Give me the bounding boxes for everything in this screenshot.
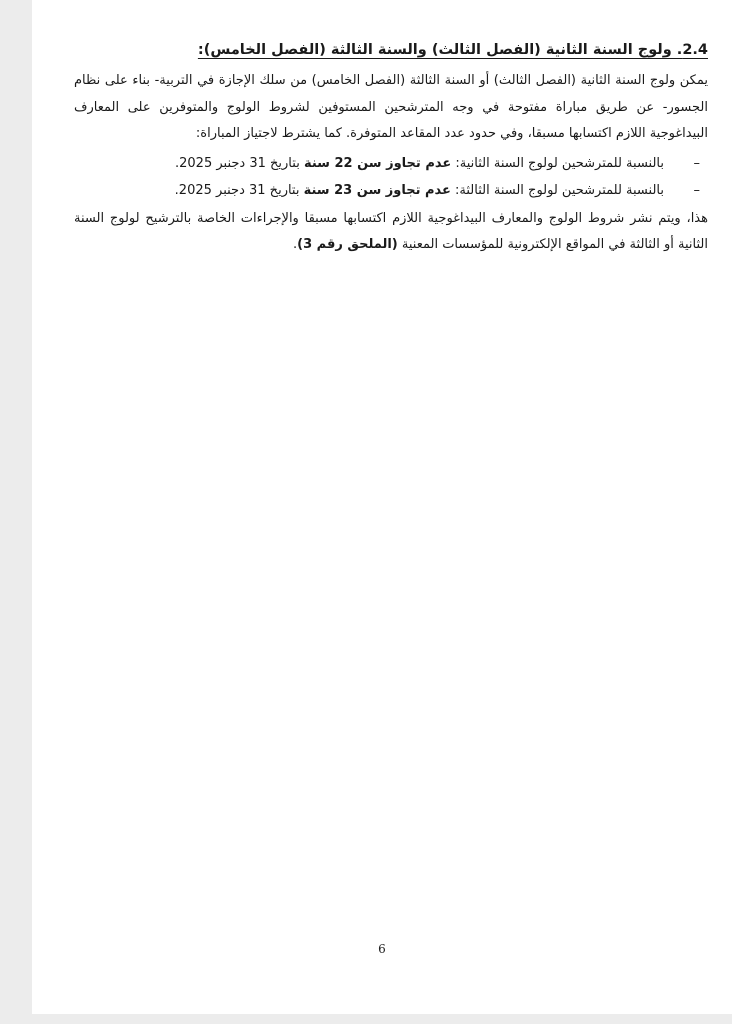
bullet-text-bold: عدم تجاوز سن 22 سنة xyxy=(303,155,452,171)
closing-text-after: . xyxy=(292,237,298,252)
intro-paragraph: يمكن ولوج السنة الثانية (الفصل الثالث) أو السنة الثالثة (الفصل الخامس) من سلك الإجازة في التربية- بناء على نظام الجسور- عن طريق مباراة مفتوحة في وجه المترشحين المستوفين لشروط الولوج والمتوفرين على المعارف البيداغوجية اللازم اكتسابها مسبقا، وفي حدود عدد المقاعد المتوفرة. كما يشترط لاجتياز المباراة: xyxy=(74,73,708,141)
conditions-list xyxy=(74,150,708,204)
list-item xyxy=(74,150,708,177)
section-heading: 2.4. ولوج السنة الثانية (الفصل الثالث) والسنة الثالثة (الفصل الخامس): xyxy=(197,42,708,58)
bullet-text-before: بالنسبة للمترشحين لولوج السنة الثانية: xyxy=(451,155,664,171)
document-content xyxy=(74,38,708,259)
bullet-text-after: بتاريخ 31 دجنبر 2025. xyxy=(174,182,304,198)
document-page xyxy=(32,0,732,1014)
bullet-text-after: بتاريخ 31 دجنبر 2025. xyxy=(175,155,304,171)
annex-reference: (الملحق رقم 3) xyxy=(297,237,398,252)
page-number: 6 xyxy=(378,942,386,956)
dash-bullet-marker: – xyxy=(693,182,700,198)
bullet-text-before: بالنسبة للمترشحين لولوج السنة الثالثة: xyxy=(450,182,664,198)
closing-text-before: هذا، ويتم نشر شروط الولوج والمعارف البيداغوجية اللازم اكتسابها مسبقا والإجراءات الخاصة بالترشيح لولوج السنة الثانية أو الثالثة في المواقع الإلكترونية للمؤسسات المعنية xyxy=(74,210,708,252)
dash-bullet-marker: – xyxy=(693,155,700,171)
closing-paragraph xyxy=(74,206,708,259)
bullet-text-bold: عدم تجاوز سن 23 سنة xyxy=(303,182,451,198)
list-item xyxy=(74,177,708,204)
